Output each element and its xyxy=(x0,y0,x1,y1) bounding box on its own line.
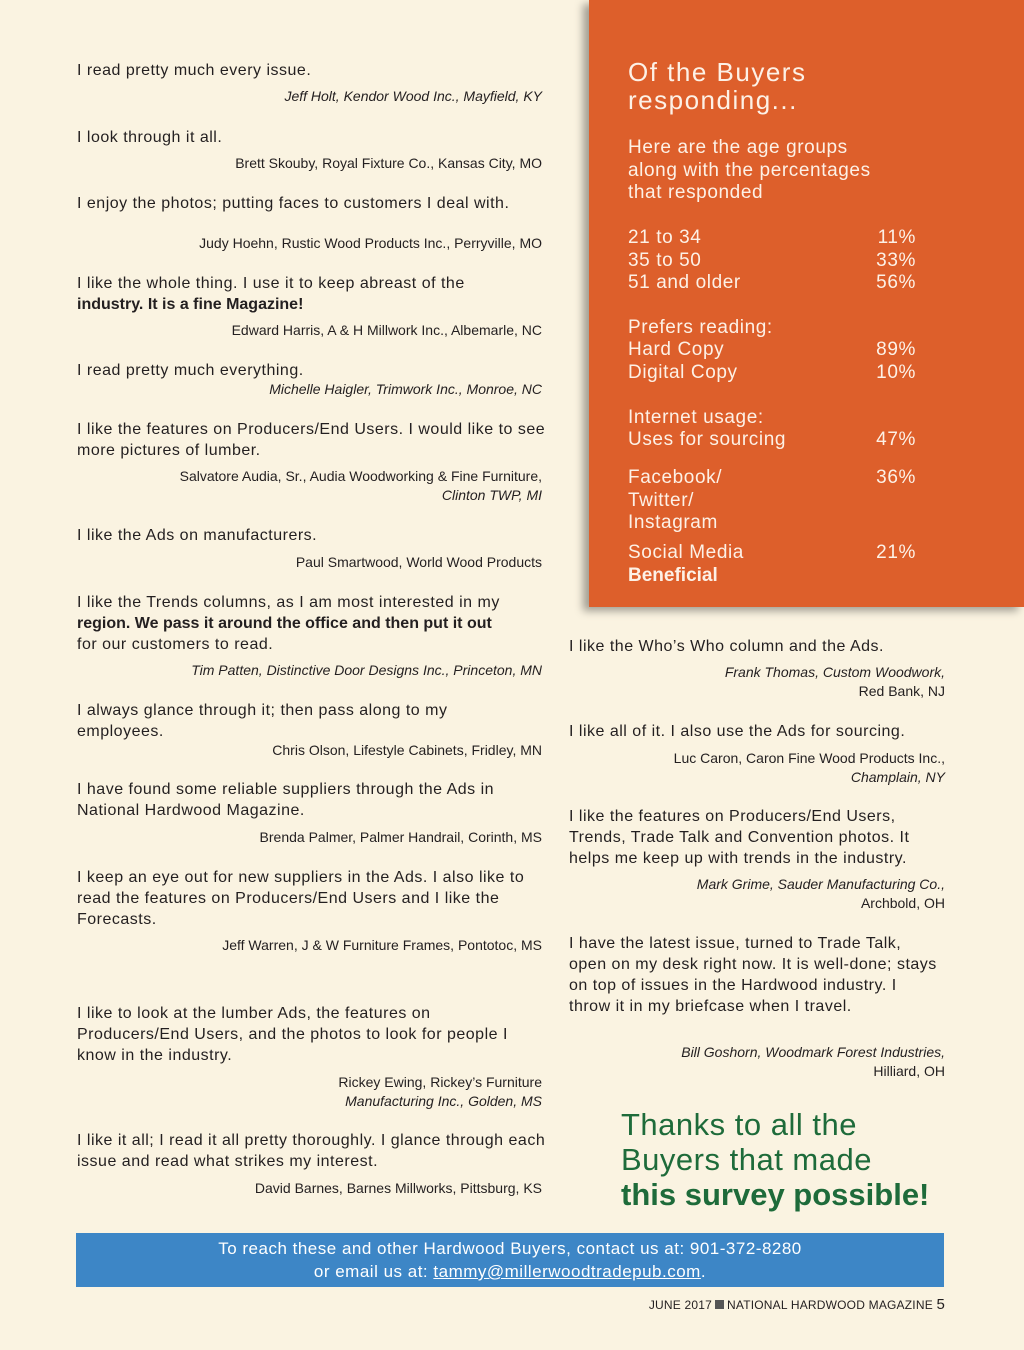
quote-text: I like the features on Producers/End Users. I would like to see more pictures of lumber. xyxy=(77,421,546,459)
quote-attribution: Tim Patten, Distinctive Door Designs Inc., Princeton, MN xyxy=(191,662,542,678)
square-separator-icon xyxy=(715,1300,724,1309)
magazine-name: NATIONAL HARDWOOD MAGAZINE xyxy=(727,1298,933,1312)
quote-attribution: Brett Skouby, Royal Fixture Co., Kansas City, MO xyxy=(235,155,542,171)
issue-date: JUNE 2017 xyxy=(648,1298,713,1312)
contact-bar xyxy=(76,1233,944,1287)
age-group-label: 51 and older xyxy=(628,272,741,293)
quote-text: I have the latest issue, turned to Trade Talk, open on my desk right now. It is well-done; stays on top of issues in the Hardwood industry. I throw it in my briefcase when I travel. xyxy=(569,935,937,1015)
quote-attribution: Manufacturing Inc., Golden, MS xyxy=(345,1093,542,1109)
quote-attribution: Chris Olson, Lifestyle Cabinets, Fridley, MN xyxy=(272,742,542,758)
survey-stats-box xyxy=(589,0,1024,607)
quote-attribution: Brenda Palmer, Palmer Handrail, Corinth, MS xyxy=(259,829,542,845)
social-value: 36% xyxy=(876,467,916,488)
quote-attribution: Clinton TWP, MI xyxy=(441,487,542,503)
internet-header: Internet usage: xyxy=(628,407,764,428)
quote-attribution: Michelle Haigler, Trimwork Inc., Monroe, NC xyxy=(269,381,542,397)
quote-text: I like the whole thing. I use it to keep abreast of the industry. It is a fine Magazine! xyxy=(77,275,465,313)
age-group-value: 33% xyxy=(876,250,916,271)
quote-attribution: Judy Hoehn, Rustic Wood Products Inc., Perryville, MO xyxy=(199,235,542,251)
reading-value: 10% xyxy=(876,362,916,383)
sourcing-label: Uses for sourcing xyxy=(628,429,787,450)
quote-attribution: Red Bank, NJ xyxy=(858,683,945,699)
age-group-label: 35 to 50 xyxy=(628,250,702,271)
reading-label: Hard Copy xyxy=(628,339,725,360)
reading-header: Prefers reading: xyxy=(628,317,773,338)
thanks-message: Thanks to all the Buyers that made this survey possible! xyxy=(621,1107,930,1212)
quote-text: I read pretty much every issue. xyxy=(77,62,312,79)
quote-text: I like the features on Producers/End Users, Trends, Trade Talk and Convention photos. It helps me keep up with trends in the industry. xyxy=(569,808,910,867)
quote-attribution: Paul Smartwood, World Wood Products xyxy=(295,554,542,570)
quote-attribution: Salvatore Audia, Sr., Audia Woodworking & Fine Furniture, xyxy=(179,468,542,484)
quote-text: I like all of it. I also use the Ads for sourcing. xyxy=(569,723,906,740)
quote-text: I like the Trends columns, as I am most interested in my region. We pass it around the office and then put it out for our customers to read. xyxy=(77,594,500,653)
quote-attribution: Champlain, NY xyxy=(850,769,945,785)
sourcing-value: 47% xyxy=(876,429,916,450)
age-group-value: 11% xyxy=(877,227,916,248)
quote-text: I look through it all. xyxy=(77,129,223,146)
quote-attribution: Luc Caron, Caron Fine Wood Products Inc., xyxy=(673,750,945,766)
quote-text: I keep an eye out for new suppliers in the Ads. I also like to read the features on Producers/End Users and I like the Forecasts. xyxy=(77,869,525,928)
email-link[interactable]: tammy@millerwoodtradepub.com xyxy=(433,1262,701,1281)
page-number: 5 xyxy=(936,1296,945,1313)
quote-attribution: Hilliard, OH xyxy=(873,1063,945,1079)
quote-attribution: Jeff Warren, J & W Furniture Frames, Pontotoc, MS xyxy=(222,937,542,953)
quote-attribution: Jeff Holt, Kendor Wood Inc., Mayfield, KY xyxy=(284,88,542,104)
age-group-value: 56% xyxy=(876,272,916,293)
reading-value: 89% xyxy=(876,339,916,360)
social-label: Facebook/ Twitter/ Instagram xyxy=(628,467,723,533)
stats-intro: Here are the age groups along with the percentages that responded xyxy=(628,137,871,203)
quote-attribution: Edward Harris, A & H Millwork Inc., Albemarle, NC xyxy=(231,322,542,338)
quote-text: I read pretty much everything. xyxy=(77,362,304,379)
beneficial-label: Social Media Beneficial xyxy=(628,542,744,586)
beneficial-value: 21% xyxy=(876,542,916,563)
quote-text: I have found some reliable suppliers through the Ads in National Hardwood Magazine. xyxy=(77,781,495,819)
contact-email-line: or email us at: tammy@millerwoodtradepub.com. xyxy=(313,1262,707,1281)
quote-attribution: Archbold, OH xyxy=(860,895,945,911)
quote-text: I like the Who’s Who column and the Ads. xyxy=(569,638,884,655)
quote-attribution: Bill Goshorn, Woodmark Forest Industries, xyxy=(681,1044,945,1060)
quote-attribution: David Barnes, Barnes Millworks, Pittsburg, KS xyxy=(254,1180,542,1196)
contact-phone-line: To reach these and other Hardwood Buyers, contact us at: 901-372-8280 xyxy=(218,1239,802,1258)
quote-text: I always glance through it; then pass along to my employees. xyxy=(77,702,448,740)
page-footer xyxy=(649,1296,945,1313)
stats-title: Of the Buyers responding... xyxy=(628,57,807,115)
quote-text: I like to look at the lumber Ads, the features on Producers/End Users, and the photos to look for people I know in the industry. xyxy=(77,1005,508,1064)
quote-attribution: Rickey Ewing, Rickey’s Furniture xyxy=(338,1074,542,1090)
quote-attribution: Frank Thomas, Custom Woodwork, xyxy=(724,664,945,680)
quote-text: I like the Ads on manufacturers. xyxy=(77,527,318,544)
quote-text: I like it all; I read it all pretty thoroughly. I glance through each issue and read what strikes my interest. xyxy=(77,1132,546,1170)
age-group-label: 21 to 34 xyxy=(628,227,702,248)
reading-label: Digital Copy xyxy=(628,362,738,383)
quote-text: I enjoy the photos; putting faces to customers I deal with. xyxy=(77,195,510,212)
quote-attribution: Mark Grime, Sauder Manufacturing Co., xyxy=(696,876,945,892)
